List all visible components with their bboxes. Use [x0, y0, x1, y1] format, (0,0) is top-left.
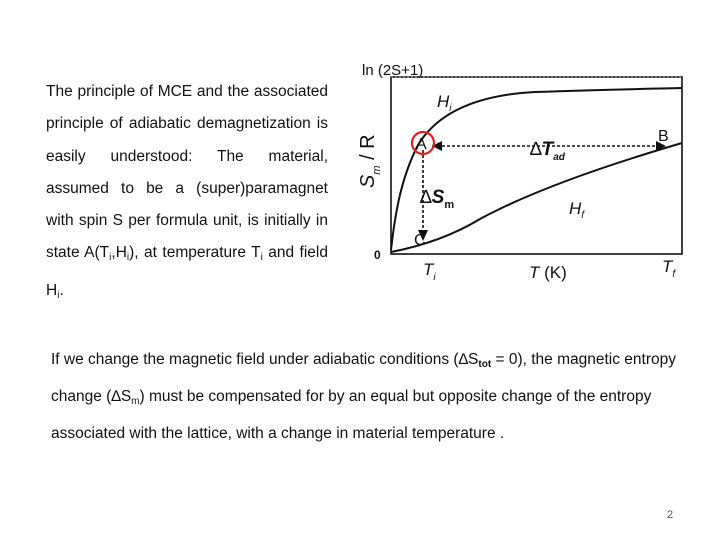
intro-sub-ti2: i	[260, 252, 263, 264]
intro-text-field: and field H	[46, 244, 328, 299]
y-axis-label	[357, 134, 383, 188]
point-c-label: C	[414, 232, 426, 249]
entropy-symbol: S	[468, 351, 479, 368]
delta-symbol: ∆	[458, 351, 469, 368]
point-b-label: B	[658, 128, 669, 145]
sub-m: m	[131, 396, 140, 407]
ti-label: $T_i$	[423, 260, 436, 283]
plot-frame	[391, 77, 682, 254]
delta-s-m-label: $\Delta S_m$	[420, 187, 455, 211]
hf-label: $H_f$	[569, 199, 585, 221]
intro-text-end: .	[59, 281, 64, 299]
temperature-axis-label: T (K)	[529, 263, 567, 282]
slide-number: 2	[667, 509, 674, 521]
y-axis-s: S	[357, 174, 379, 188]
delta-symbol-2: ∆	[111, 388, 121, 405]
y-axis-rest: / R	[357, 134, 379, 166]
sub-tot: tot	[478, 359, 492, 370]
intro-sub-hi: i	[126, 252, 130, 264]
y-axis-sub: m	[371, 165, 383, 175]
delta-t-ad-label: $\Delta T_{ad}$	[530, 139, 565, 163]
intro-sub-ti: i	[109, 252, 112, 264]
intro-sub-hi2: i	[57, 289, 60, 301]
ln-label: ln (2S+1)	[362, 62, 424, 79]
explanation-end: ) must be compensated for by an equal but opposite change of the entropy associated with the lattice, with a change in material temperature .	[51, 388, 652, 442]
explanation-mid: = 0), the magnetic entropy change (	[51, 351, 676, 405]
explanation-lead: If we change the magnetic field under adiabatic conditions (	[51, 351, 459, 368]
tf-label: $T_f$	[662, 257, 676, 280]
intro-text: The principle of MCE and the associated principle of adiabatic demagnetization is easily understood: The material, assumed to be a (super)paramagnet with spin S per formula unit, is initially in state A(T	[46, 83, 328, 262]
entropy-symbol-2: S	[120, 388, 132, 405]
origin-zero: 0	[374, 248, 381, 262]
point-a-label: A	[416, 136, 427, 153]
intro-text-temp: ), at temperature T	[129, 244, 261, 262]
hi-curve	[391, 88, 682, 250]
hi-label: $H_i$	[437, 92, 452, 114]
svg-text:Sm / R	[357, 134, 383, 188]
intro-text-hi: ,H	[111, 244, 127, 262]
